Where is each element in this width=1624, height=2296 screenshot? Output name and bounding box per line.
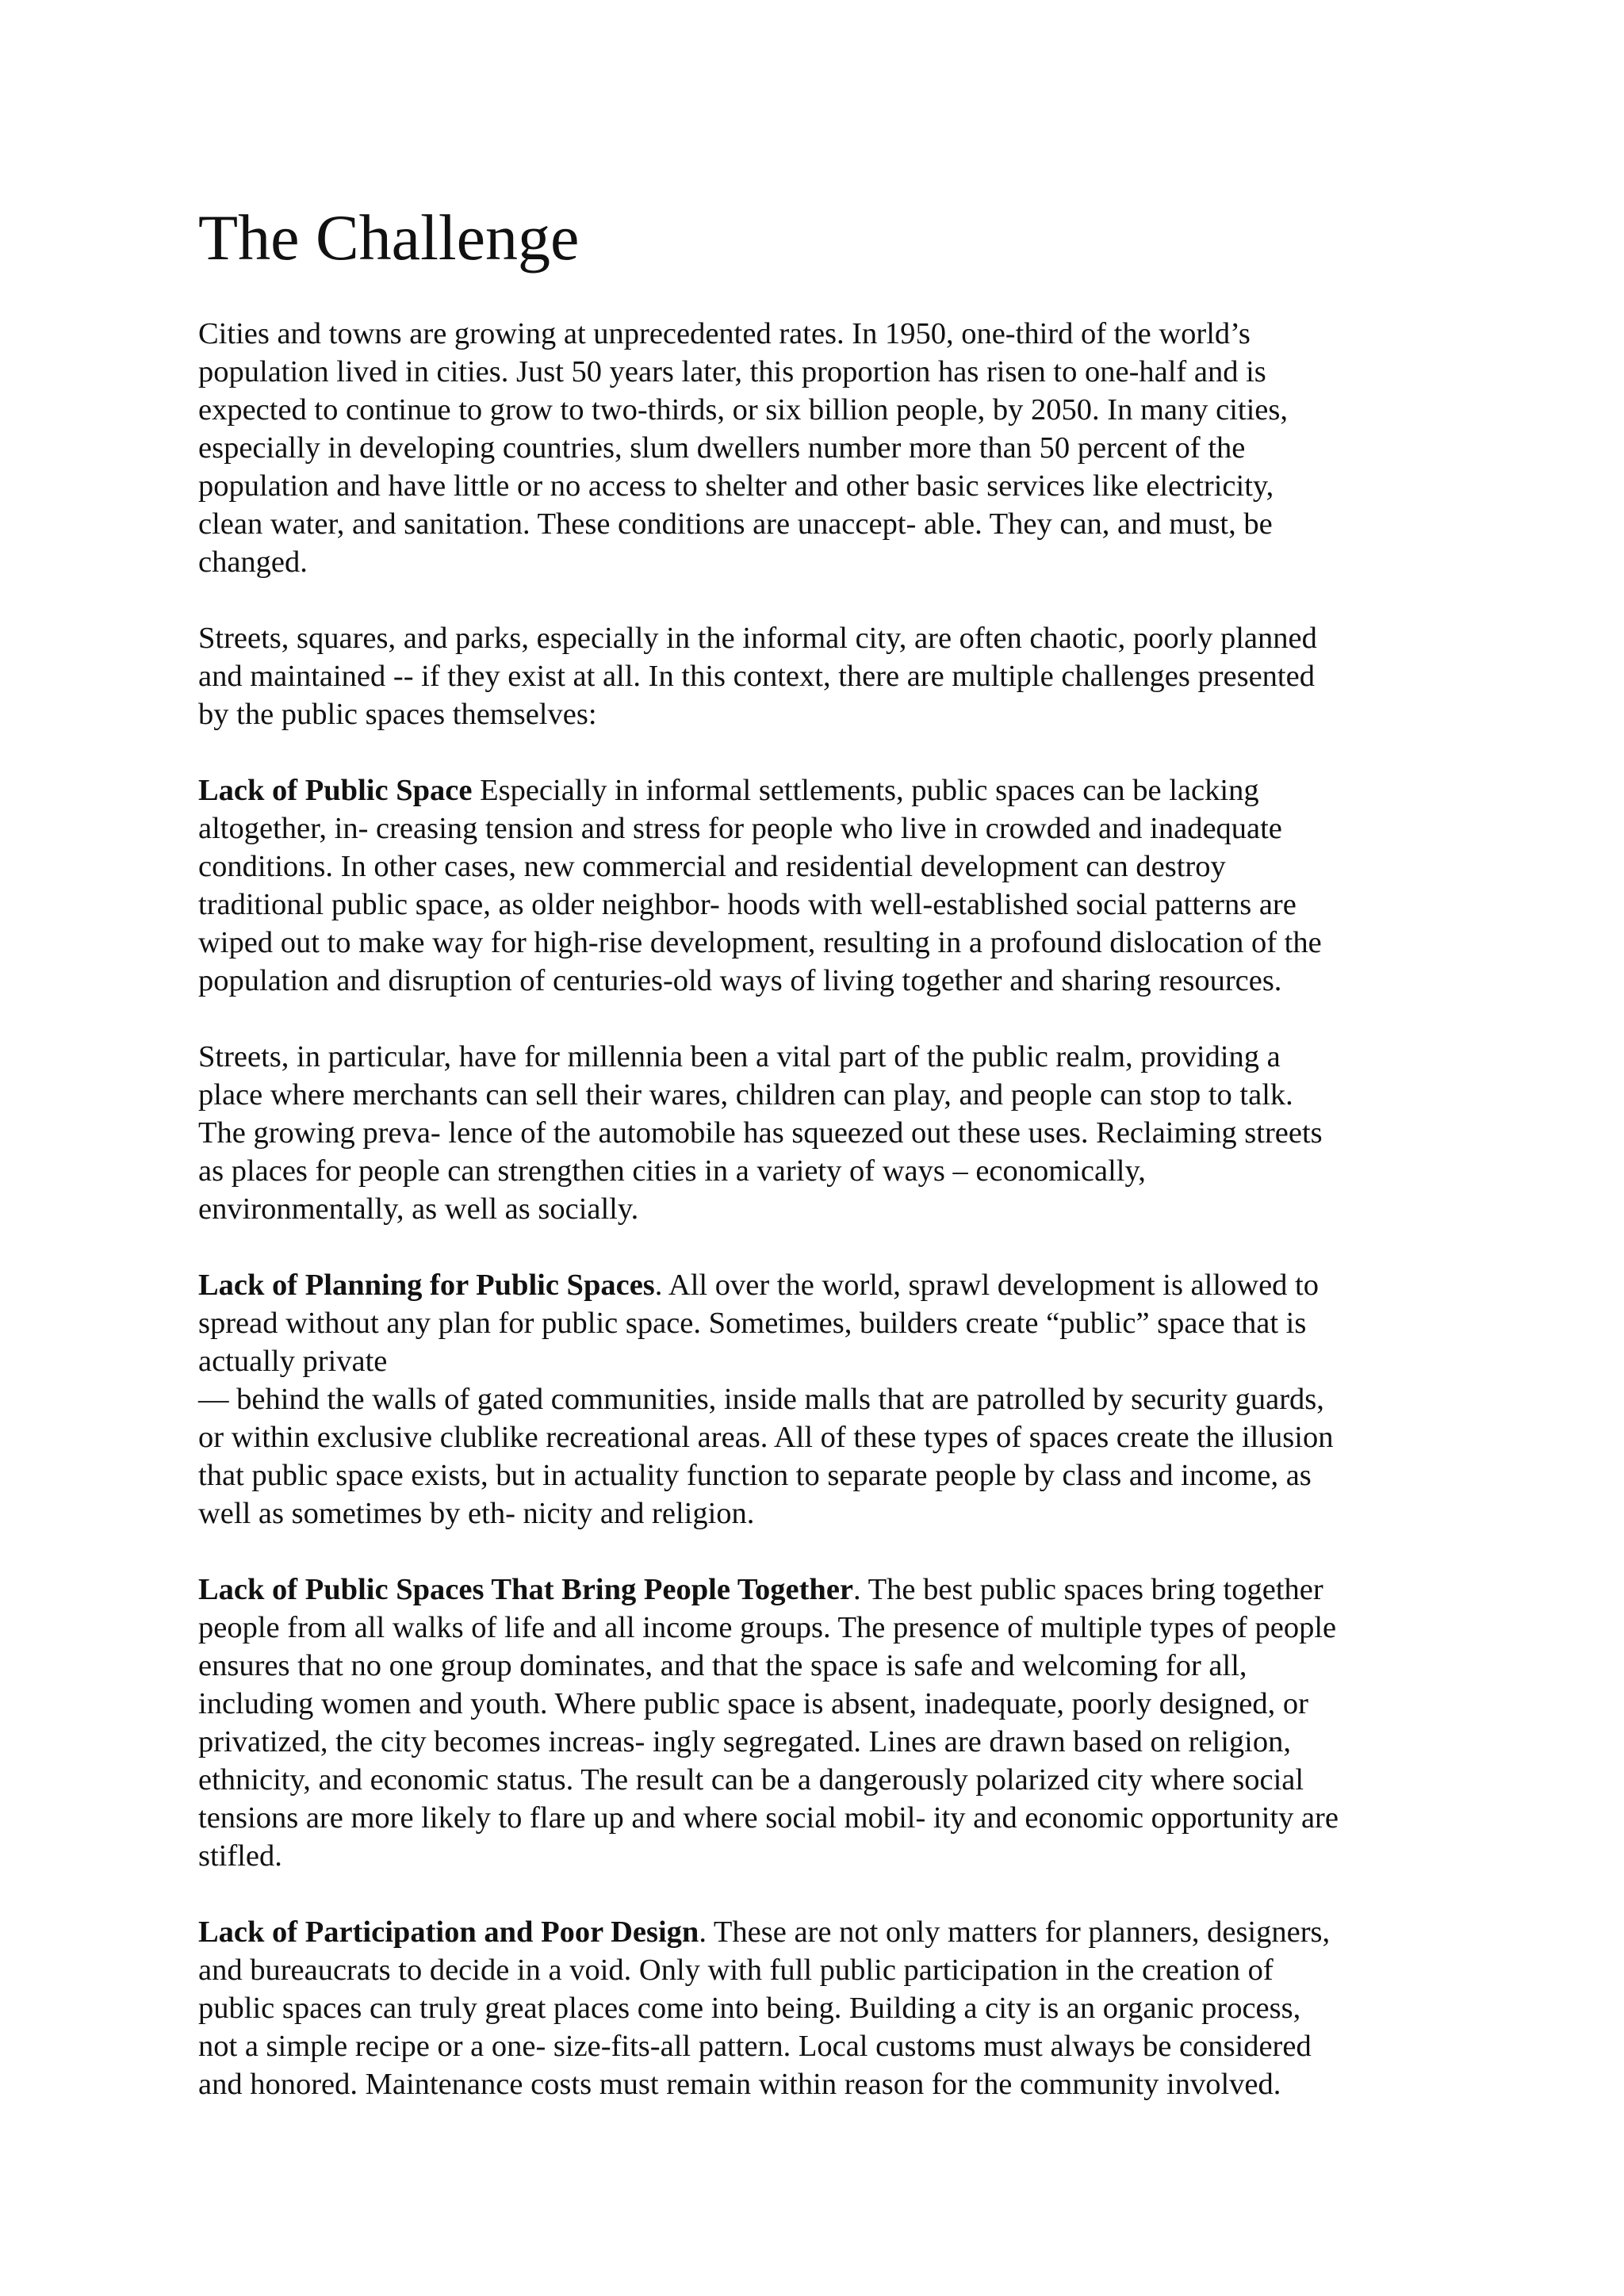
paragraph-line: The growing preva- lence of the automobile has squeezed out these uses. Reclaiming streets [198,1116,1323,1150]
paragraph-heading-suffix: . These are not only matters for planners, designers, [699,1915,1331,1950]
paragraph-line: privatized, the city becomes increas- ingly segregated. Lines are drawn based on religion, [198,1725,1291,1759]
paragraph [198,1038,1443,1228]
paragraph-heading: Lack of Participation and Poor Design [198,1915,699,1950]
paragraph-line: and honored. Maintenance costs must remain within reason for the community involved. [198,2068,1281,2102]
paragraph-line: well as sometimes by eth- nicity and religion. [198,1497,755,1531]
paragraph-line: clean water, and sanitation. These conditions are unaccept- able. They can, and must, be [198,507,1273,541]
paragraph-line: as places for people can strengthen cities in a variety of ways – economically, [198,1154,1146,1188]
paragraph-line [198,1571,1443,1609]
paragraph-line: Streets, in particular, have for millennia been a vital part of the public realm, providing a [198,1040,1281,1074]
paragraph-line: environmentally, as well as socially. [198,1192,639,1226]
paragraph-line: not a simple recipe or a one- size-fits-all pattern. Local customs must always be considered [198,2030,1312,2064]
paragraph-line: altogether, in- creasing tension and stress for people who live in crowded and inadequate [198,812,1282,846]
paragraph-line: changed. [198,545,308,580]
paragraph-line: or within exclusive clublike recreational areas. All of these types of spaces create the illusion [198,1421,1334,1455]
paragraph-heading: Lack of Public Space [198,774,473,808]
paragraph-line: especially in developing countries, slum dwellers number more than 50 percent of the [198,431,1246,465]
paragraph-line: ethnicity, and economic status. The result can be a dangerously polarized city where social [198,1763,1304,1797]
page-title: The Challenge [198,201,580,274]
paragraph-line: tensions are more likely to flare up and where social mobil- ity and economic opportunity are [198,1801,1339,1835]
paragraph [198,315,1443,581]
paragraph-line: ensures that no one group dominates, and that the space is safe and welcoming for all, [198,1649,1247,1683]
paragraph [198,1571,1443,1875]
paragraph-line: population and have little or no access to shelter and other basic services like electricity, [198,469,1274,503]
paragraph-line: people from all walks of life and all income groups. The presence of multiple types of people [198,1611,1337,1645]
paragraph-line: actually private [198,1345,388,1379]
paragraph-line: by the public spaces themselves: [198,698,597,732]
paragraph-line: place where merchants can sell their wares, children can play, and people can stop to talk. [198,1078,1293,1112]
paragraph-line: that public space exists, but in actuality function to separate people by class and income, as [198,1459,1312,1493]
paragraph-heading-suffix: Especially in informal settlements, public spaces can be lacking [472,774,1259,808]
paragraph [198,1913,1443,2103]
paragraph-heading: Lack of Public Spaces That Bring People Together [198,1573,854,1607]
paragraph-line: including women and youth. Where public space is absent, inadequate, poorly designed, or [198,1687,1308,1721]
paragraph-line: stifled. [198,1839,282,1873]
paragraph-heading-suffix: . All over the world, sprawl development is allowed to [654,1269,1320,1303]
paragraph-line: expected to continue to grow to two-thirds, or six billion people, by 2050. In many cities, [198,393,1288,427]
paragraph-line [198,771,1443,809]
paragraph-line: population lived in cities. Just 50 years later, this proportion has risen to one-half and is [198,355,1266,389]
paragraph-line: — behind the walls of gated communities, inside malls that are patrolled by security guards, [198,1383,1324,1417]
paragraph [198,771,1443,1000]
paragraph-line: and bureaucrats to decide in a void. Only with full public participation in the creation of [198,1954,1274,1988]
paragraph-heading: Lack of Planning for Public Spaces [198,1269,655,1303]
paragraph-line: public spaces can truly great places come into being. Building a city is an organic process, [198,1992,1301,2026]
paragraph-line: conditions. In other cases, new commercial and residential development can destroy [198,850,1226,884]
paragraph-line: Streets, squares, and parks, especially in the informal city, are often chaotic, poorly planned [198,622,1317,656]
paragraph-line: traditional public space, as older neighbor- hoods with well-established social patterns are [198,888,1297,922]
paragraph [198,619,1443,733]
paragraph-line: wiped out to make way for high-rise development, resulting in a profound dislocation of the [198,926,1322,960]
paragraph-line [198,1266,1443,1304]
paragraph-line: spread without any plan for public space. Sometimes, builders create “public” space that is [198,1307,1307,1341]
document-page [198,202,1443,2141]
paragraph [198,1266,1443,1533]
body-text [198,315,1443,2103]
paragraph-line: population and disruption of centuries-old ways of living together and sharing resources. [198,964,1282,998]
paragraph-line [198,1913,1443,1951]
paragraph-heading-suffix: . The best public spaces bring together [853,1573,1323,1607]
paragraph-line: Cities and towns are growing at unprecedented rates. In 1950, one-third of the world’s [198,317,1251,351]
paragraph-line: and maintained -- if they exist at all. In this context, there are multiple challenges presented [198,660,1315,694]
